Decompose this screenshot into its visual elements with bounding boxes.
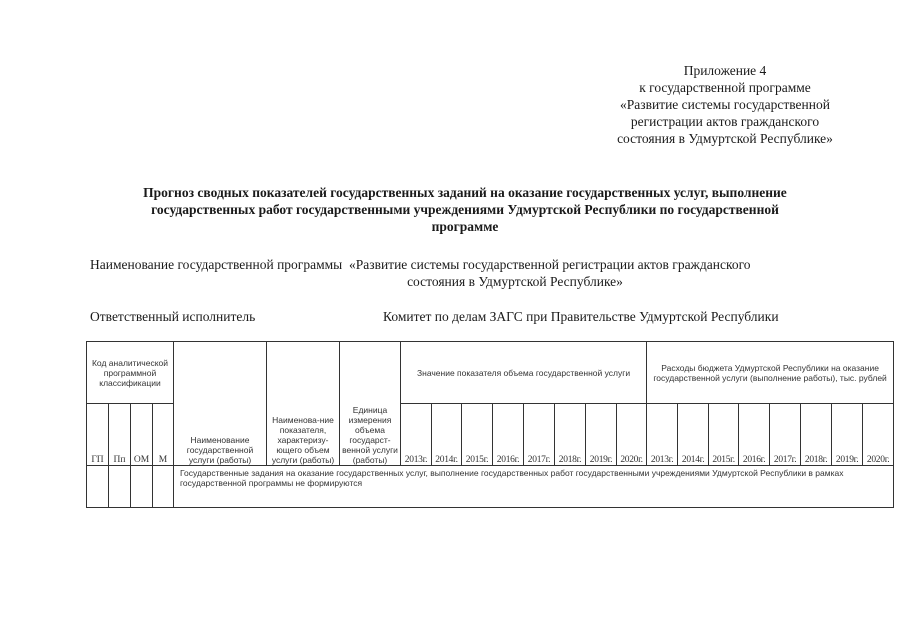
forecast-table — [86, 341, 894, 508]
expense-year: 2020г. — [863, 404, 894, 466]
table-cell — [131, 466, 153, 508]
expense-year: 2018г. — [801, 404, 832, 466]
expense-year: 2017г. — [770, 404, 801, 466]
table-note: Государственные задания на оказание государственных услуг, выполнение государственных работ государственными учреждениями Удмуртской Республики в рамках государственной программы не формируются — [174, 466, 894, 508]
expense-year: 2013г. — [647, 404, 678, 466]
appendix-line: состояния в Удмуртской Республике» — [617, 131, 833, 146]
program-name-block — [90, 256, 850, 290]
indicator-header: Наименова-ние показателя, характеризу-ющего объем услуги (работы) — [267, 342, 340, 466]
appendix-line: «Развитие системы государственной — [620, 97, 830, 112]
expense-year: 2016г. — [739, 404, 770, 466]
volume-year: 2019г. — [586, 404, 617, 466]
program-label: Наименование государственной программы — [90, 257, 343, 272]
expense-header: Расходы бюджета Удмуртской Республики на оказание государственной услуги (выполнение работы), тыс. рублей — [647, 342, 894, 404]
table-cell — [87, 466, 109, 508]
volume-year: 2013г. — [401, 404, 432, 466]
service-name-header: Наименование государственной услуги (работы) — [174, 342, 267, 466]
table-cell — [109, 466, 131, 508]
volume-year: 2016г. — [493, 404, 524, 466]
expense-year: 2015г. — [709, 404, 739, 466]
code-header: Код аналитической программной классификации — [87, 342, 174, 404]
unit-header: Единица измерения объема государст-венной услуги (работы) — [340, 342, 401, 466]
appendix-block — [560, 62, 890, 147]
volume-year: 2020г. — [617, 404, 647, 466]
volume-year: 2014г. — [432, 404, 462, 466]
volume-year: 2018г. — [555, 404, 586, 466]
appendix-number: Приложение 4 — [683, 63, 767, 78]
title-line: Прогноз сводных показателей государственных заданий на оказание государственных услуг, выполнение — [143, 185, 787, 200]
responsible-value: Комитет по делам ЗАГС при Правительстве Удмуртской Республики — [383, 309, 779, 324]
code-pp: Пп — [109, 404, 131, 466]
table-cell — [153, 466, 174, 508]
volume-year: 2015г. — [462, 404, 493, 466]
program-line-1 — [90, 256, 850, 273]
expense-year: 2019г. — [832, 404, 863, 466]
code-gp: ГП — [87, 404, 109, 466]
code-om: ОМ — [131, 404, 153, 466]
responsible-label: Ответственный исполнитель — [90, 309, 256, 324]
program-value: «Развитие системы государственной регистрации актов гражданского — [348, 257, 751, 272]
title-line: программе — [431, 219, 499, 234]
title-line: государственных работ государственными учреждениями Удмуртской Республики по государственной — [151, 202, 779, 217]
volume-header: Значение показателя объема государственной услуги — [401, 342, 647, 404]
appendix-line: регистрации актов гражданского — [630, 114, 820, 129]
appendix-line: к государственной программе — [639, 80, 811, 95]
expense-year: 2014г. — [678, 404, 709, 466]
code-m: М — [153, 404, 174, 466]
program-value-line-2: состояния в Удмуртской Республике» — [407, 274, 623, 289]
volume-year: 2017г. — [524, 404, 555, 466]
document-title — [80, 184, 850, 235]
